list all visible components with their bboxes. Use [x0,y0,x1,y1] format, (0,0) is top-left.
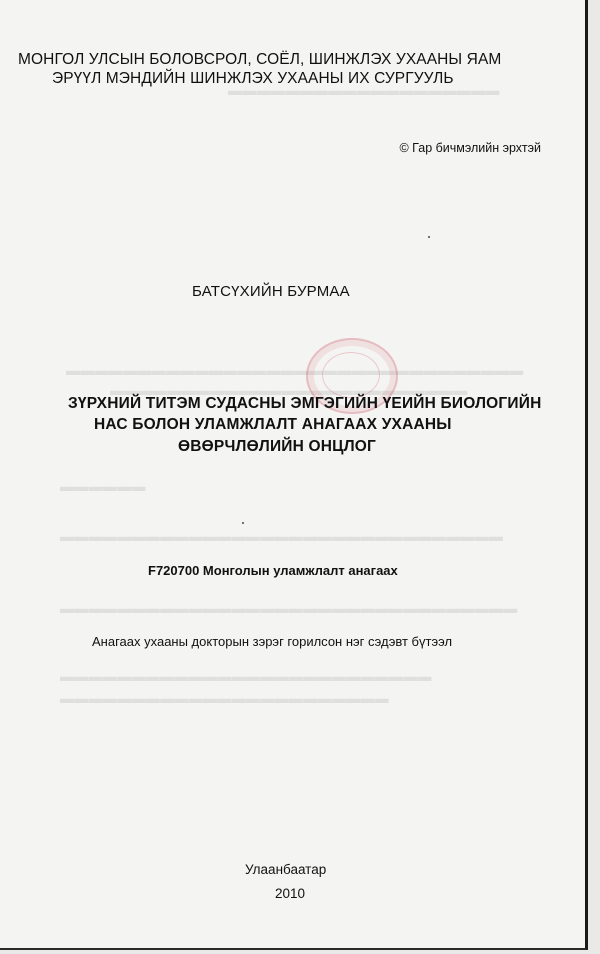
show-through-text: ▬▬▬▬▬▬ [60,478,146,494]
show-through-text: ▬▬▬▬▬▬▬▬▬▬▬▬▬▬▬▬▬▬▬ [228,82,500,98]
thesis-title-line-2: НАС БОЛОН УЛАМЖЛАЛТ АНАГААХ УХААНЫ [94,416,452,433]
show-through-text: ▬▬▬▬▬▬▬▬▬▬▬▬▬▬▬▬▬▬▬▬▬▬▬▬▬▬ [60,668,432,684]
scan-speck [242,522,244,524]
copyright-notice: © Гар бичмэлийн эрхтэй [399,141,541,155]
scan-speck [428,236,430,238]
ministry-name: МОНГОЛ УЛСЫН БОЛОВСРОЛ, СОЁЛ, ШИНЖЛЭХ УХААНЫ ЯАМ [18,51,502,68]
show-through-text: ▬▬▬▬▬▬▬▬▬▬▬▬▬▬▬▬▬▬▬▬▬▬▬▬▬ [110,382,468,398]
show-through-text: ▬▬▬▬▬▬▬▬▬▬▬▬▬▬▬▬▬▬▬▬▬▬▬▬▬▬▬▬▬▬▬▬ [60,600,518,616]
author-name: БАТСҮХИЙН БУРМАА [192,283,350,300]
university-name: ЭРҮҮЛ МЭНДИЙН ШИНЖЛЭХ УХААНЫ ИХ СУРГУУЛЬ [52,70,454,87]
thesis-title-line-1: ЗҮРХНИЙ ТИТЭМ СУДАСНЫ ЭМГЭГИЙН ҮЕИЙН БИОЛОГИЙН [68,395,542,412]
show-through-text: ▬▬▬▬▬▬▬▬▬▬▬▬▬▬▬▬▬▬▬▬▬▬▬▬▬▬▬▬▬▬▬ [60,528,504,544]
specialty-code: F720700 Монголын уламжлалт анагаах [148,563,398,578]
degree-statement: Анагаах ухааны докторын зэрэг горилсон нэг сэдэвт бүтээл [92,634,453,649]
thesis-title-line-3: ӨВӨРЧЛӨЛИЙН ОНЦЛОГ [178,438,377,455]
year: 2010 [275,886,306,901]
city: Улаанбаатар [245,862,327,877]
show-through-text: ▬▬▬▬▬▬▬▬▬▬▬▬▬▬▬▬▬▬▬▬▬▬▬ [60,690,389,706]
show-through-text: ▬▬▬▬▬▬▬▬▬▬▬▬▬▬▬▬▬▬▬▬▬▬▬▬▬▬▬▬▬▬▬▬ [66,362,524,378]
